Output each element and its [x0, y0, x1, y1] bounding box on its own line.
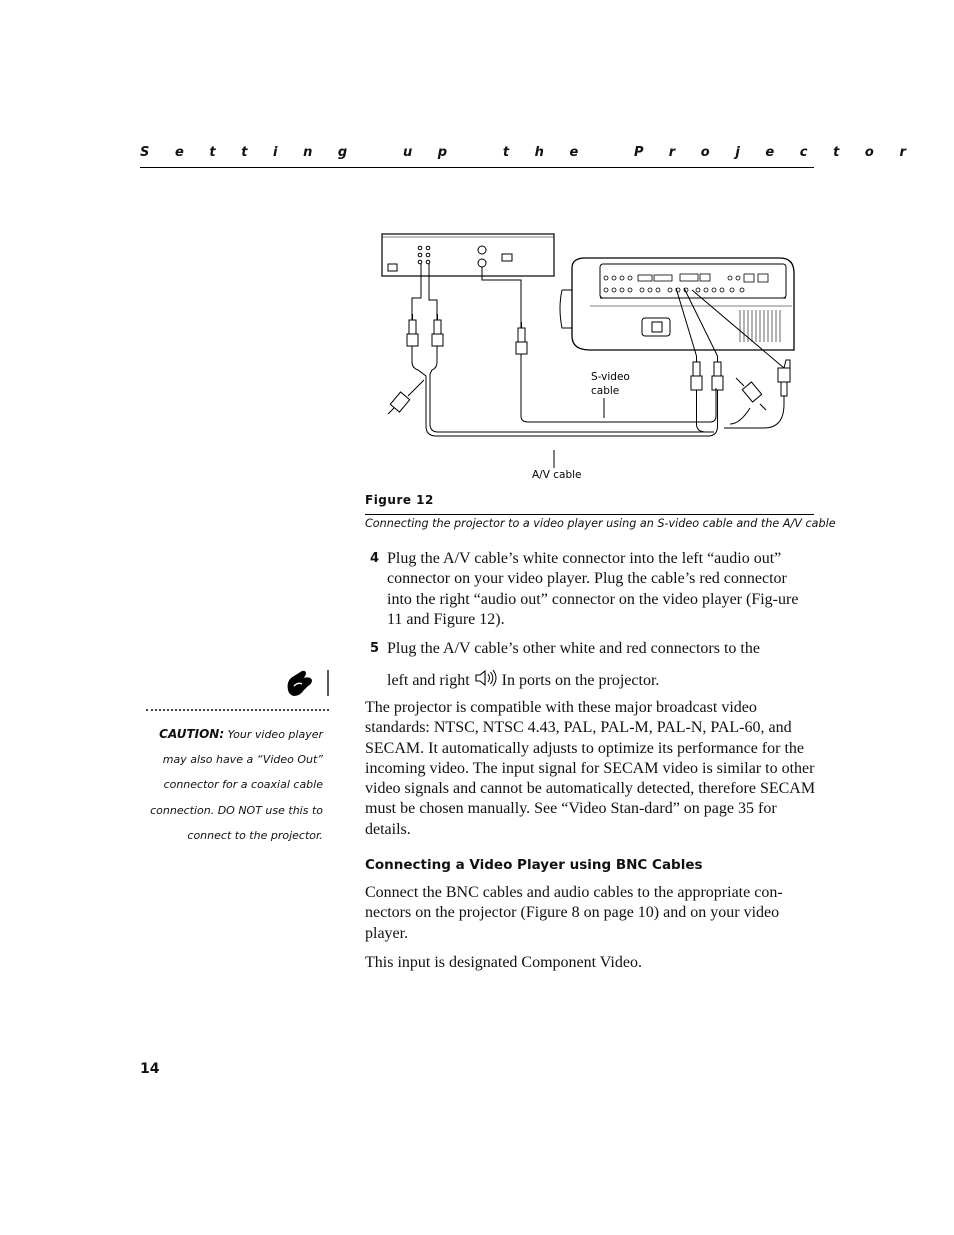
- figure-rule: [365, 514, 814, 515]
- running-title: Setting up the Projector: [140, 145, 932, 160]
- connection-diagram: [380, 228, 800, 488]
- figure-caption: Connecting the projector to a video player using an S-video cable and the A/V cable: [365, 517, 836, 530]
- page-number: 14: [140, 1061, 160, 1077]
- step-number: 4: [370, 551, 380, 566]
- caution-divider: [146, 709, 329, 713]
- bnc-subheading: Connecting a Video Player using BNC Cables: [365, 857, 703, 873]
- svideo-label-line1: S-video: [591, 371, 630, 383]
- step-text-line1: Plug the A/V cable’s other white and red connectors to the: [387, 640, 760, 657]
- component-paragraph: This input is designated Component Video.: [365, 954, 642, 971]
- step-text: Plug the A/V cable’s white connector into the left “audio out” connector on your video player. Plug the cable’s red connector into the right “audio out” connector on the video player (Fig-ure 11 and Figure 12).: [387, 550, 799, 628]
- step-text-before-icon: left and right: [387, 672, 470, 690]
- svideo-label-line2: cable: [591, 385, 620, 397]
- step-number: 5: [370, 641, 380, 656]
- step-4: [370, 549, 815, 630]
- compatibility-paragraph: The projector is compatible with these major broadcast video standards: NTSC, NTSC 4.43, PAL, PAL-M, PAL-N, PAL-60, and SECAM. It automatically adjusts to optimize its performance for the incoming video. The input signal for SECAM video is similar to other video signals and cannot be automatically detected, therefore SECAM must be chosen manually. See “Video Stan-dard” on page 35 for details.: [365, 699, 816, 838]
- speaker-audio-icon: [474, 669, 498, 687]
- av-cable-label: A/V cable: [532, 469, 582, 481]
- figure-label: Figure 12: [365, 493, 434, 507]
- caution-hand-icon: [284, 668, 332, 698]
- running-header: [140, 145, 932, 160]
- header-rule: [140, 167, 814, 168]
- caution-note: [140, 722, 323, 848]
- bnc-paragraph: Connect the BNC cables and audio cables to the appropriate con-nectors on the projector (Figure 8 on page 10) and on your video player.: [365, 884, 783, 942]
- step-5: [370, 639, 815, 692]
- projector: [572, 258, 794, 350]
- caution-label: CAUTION:: [159, 727, 225, 741]
- step-text-line2: [387, 669, 815, 691]
- caution-body: Your video player may also have a “Video Out” connector for a coaxial cable connection. DO NOT use this to connect to the projector.: [150, 728, 323, 842]
- figure-12-diagram: [380, 228, 800, 488]
- step-text-after-icon: In ports on the projector.: [501, 672, 660, 690]
- video-player: [382, 234, 554, 276]
